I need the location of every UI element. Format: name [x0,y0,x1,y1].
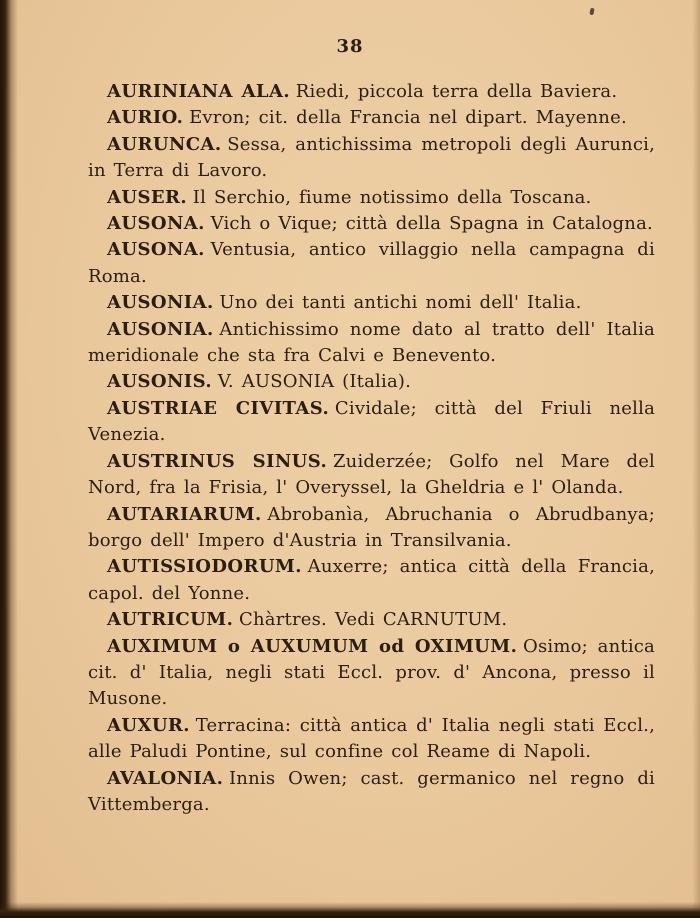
entry-text: Zuiderzée; Golfo nel Mare del Nord, fra la Frisia, l' Overyssel, la Gheldria e l' Olanda. [88,450,656,499]
entry-headword: AURUNCA. [107,133,222,155]
entry-text: Il Serchio, fiume notissimo della Toscana. [192,186,592,208]
entry-headword: AUTRICUM. [107,609,234,631]
entry-headword: AUTARIARUM. [107,503,262,525]
entry-headword: AUSONIA. [107,292,214,314]
entry-headword: AUSONA. [107,239,205,261]
dictionary-entry [88,105,655,131]
dictionary-entry [88,396,655,449]
scan-edge-left [0,0,18,918]
entry-headword: AURIO. [107,107,184,129]
scan-edge-bottom [0,902,700,918]
entry-headword: AUSONIA. [107,318,214,340]
entry-text: Antichissimo nome dato al tratto dell' Italia meridionale che sta fra Calvi e Benevento. [88,318,655,367]
entry-headword: AUSTRINUS SINUS. [107,450,328,472]
dictionary-entry [88,185,655,211]
entry-headword: AURINIANA ALA. [107,81,291,102]
dictionary-entry [88,369,655,395]
dictionary-entry [88,449,655,502]
entry-text: Chàrtres. Vedi CARNUTUM. [239,609,508,631]
dictionary-entry [88,634,655,713]
entry-headword: AVALONIA. [107,767,224,789]
entry-text: Ventusia, antico villaggio nella campagna di Roma. [88,239,655,287]
dictionary-entry [88,237,655,290]
entry-headword: AUSER. [107,186,188,208]
entry-text: Innis Owen; cast. germanico nel regno di Vittemberga. [88,767,655,815]
dictionary-entries-list [88,79,655,818]
dictionary-entry [88,713,655,766]
entry-text: Terracina: città antica d' Italia negli stati Eccl., alle Paludi Pontine, sul confine col Reame di Napoli. [88,714,655,763]
entry-text: Abrobanìa, Abruchania o Abrudbanya; borgo dell' Impero d'Austria in Transilvania. [88,503,655,551]
page-number: 38 [336,36,364,57]
dictionary-entry [88,317,655,370]
entry-text: V. AUSONIA (Italia). [217,371,412,393]
entry-headword: AUSONA. [107,213,205,235]
entry-headword: AUXIMUM o AUXUMUM od OXIMUM. [107,635,518,657]
dictionary-entry [88,79,655,105]
entry-headword: AUSONIS. [107,371,213,393]
entry-text: Auxerre; antica città della Francia, capol. del Yonne. [88,556,655,604]
dictionary-entry [88,132,655,185]
dictionary-entry [88,211,655,237]
entry-headword: AUTISSIODORUM. [107,556,302,578]
dictionary-entry [88,290,655,316]
entry-text: Evron; cit. della Francia nel dipart. Mayenne. [189,107,627,129]
entry-text: Cividale; città del Friuli nella Venezia. [88,397,655,446]
entry-text: Osimo; antica cit. d' Italia, negli stati Eccl. prov. d' Ancona, presso il Musone. [88,635,655,710]
entry-headword: AUXUR. [107,714,190,736]
entry-text: Riedi, piccola terra della Baviera. [295,81,618,102]
scan-artifact [589,8,594,16]
scan-edge-right [692,0,700,918]
dictionary-entry [88,554,655,607]
entry-text: Uno dei tanti antichi nomi dell' Italia. [219,292,582,314]
dictionary-entry [88,766,655,819]
entry-text: Sessa, antichissima metropoli degli Aurunci, in Terra di Lavoro. [88,133,655,182]
entry-text: Vich o Vique; città della Spagna in Catalogna. [210,213,653,235]
dictionary-entry [88,607,655,633]
dictionary-entry [88,502,655,555]
entry-headword: AUSTRIAE CIVITAS. [107,397,330,419]
